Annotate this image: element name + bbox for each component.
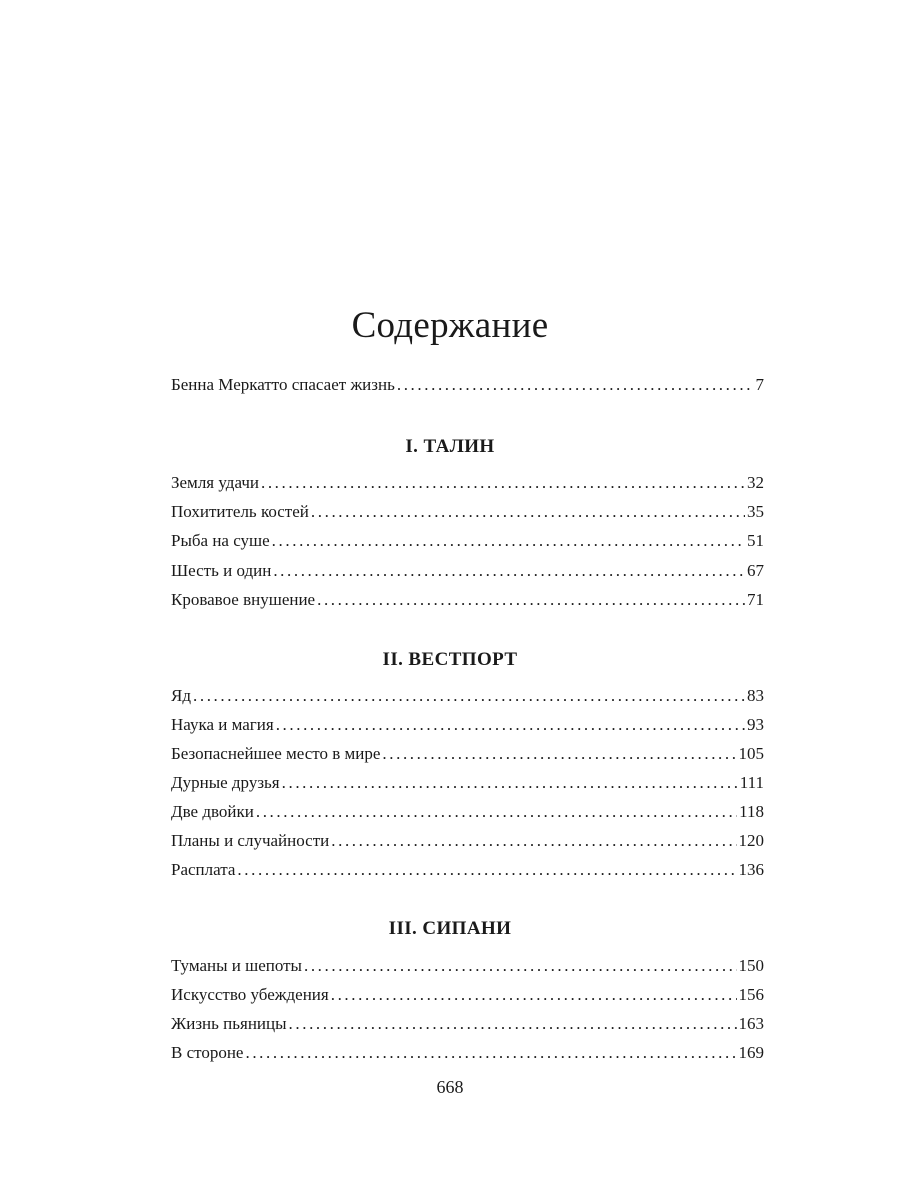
part-heading: II. ВЕСТПОРТ	[382, 649, 518, 670]
toc-entry[interactable]	[171, 984, 764, 1006]
toc-entry[interactable]	[171, 685, 764, 707]
dot-leader	[331, 984, 737, 1006]
dot-leader	[193, 685, 745, 707]
toc-entry-page: 105	[738, 744, 764, 763]
toc-entry[interactable]	[171, 743, 764, 765]
toc-entry-title: Яд	[171, 686, 191, 705]
toc-entry-page: 136	[738, 860, 764, 879]
dot-leader	[282, 772, 738, 794]
dot-leader	[382, 743, 736, 765]
dot-leader	[317, 589, 745, 611]
toc-entry[interactable]	[171, 472, 764, 494]
toc-entry-page: 35	[747, 502, 764, 521]
toc-entry-page: 93	[747, 715, 764, 734]
toc-entry[interactable]	[171, 859, 764, 881]
dot-leader	[272, 530, 745, 552]
toc-entry[interactable]	[171, 801, 764, 823]
toc-entry[interactable]	[171, 772, 764, 794]
part-heading: III. СИПАНИ	[388, 918, 512, 939]
dot-leader	[245, 1042, 736, 1064]
toc-entry-page: 51	[747, 531, 764, 550]
toc-entry-page: 7	[755, 375, 764, 394]
toc-entry[interactable]	[171, 589, 764, 611]
toc-entry-page: 111	[739, 773, 764, 792]
toc-entry-page: 156	[738, 985, 764, 1004]
toc-entry-title: Расплата	[171, 860, 236, 879]
toc-entry-page: 67	[747, 561, 764, 580]
toc-entry-title: Две двойки	[171, 802, 254, 821]
toc-entry-title: Бенна Меркатто спасает жизнь	[171, 375, 395, 394]
toc-entry[interactable]	[171, 955, 764, 977]
toc-entry-title: Рыба на суше	[171, 531, 270, 550]
dot-leader	[256, 801, 737, 823]
dot-leader	[311, 501, 745, 523]
toc-entry-title: Шесть и один	[171, 561, 272, 580]
dot-leader	[331, 830, 736, 852]
toc-entry-title: В стороне	[171, 1043, 244, 1062]
dot-leader	[273, 560, 745, 582]
toc-entry-title: Безопаснейшее место в мире	[171, 744, 381, 763]
toc-entry-page: 169	[738, 1043, 764, 1062]
toc-entry-title: Дурные друзья	[171, 773, 280, 792]
page-title: Содержание	[351, 305, 549, 346]
dot-leader	[289, 1013, 737, 1035]
toc-entry-title: Планы и случайности	[171, 831, 330, 850]
part-heading: I. ТАЛИН	[405, 436, 495, 457]
toc-entry[interactable]	[171, 830, 764, 852]
dot-leader	[237, 859, 736, 881]
toc-entry-title: Туманы и шепоты	[171, 956, 302, 975]
toc-entry[interactable]	[171, 530, 764, 552]
page-number: 668	[436, 1077, 464, 1097]
toc-entry-page: 120	[738, 831, 764, 850]
toc-entry[interactable]	[171, 560, 764, 582]
toc-entry[interactable]	[171, 501, 764, 523]
dot-leader	[397, 374, 754, 396]
toc-entry-page: 71	[747, 590, 764, 609]
toc-entry-page: 118	[739, 802, 764, 821]
toc-entry[interactable]	[171, 714, 764, 736]
toc-entry-prologue[interactable]	[171, 374, 764, 396]
toc-entry-title: Похититель костей	[171, 502, 309, 521]
toc-entry-page: 32	[747, 473, 764, 492]
toc-entry[interactable]	[171, 1042, 764, 1064]
toc-entry-title: Кровавое внушение	[171, 590, 316, 609]
dot-leader	[261, 472, 745, 494]
toc-entry[interactable]	[171, 1013, 764, 1035]
toc-entry-title: Жизнь пьяницы	[171, 1014, 287, 1033]
dot-leader	[276, 714, 745, 736]
toc-entry-page: 150	[738, 956, 764, 975]
toc-entry-page: 83	[747, 686, 764, 705]
toc-entry-title: Наука и магия	[171, 715, 274, 734]
toc-entry-title: Земля удачи	[171, 473, 259, 492]
toc-entry-title: Искусство убеждения	[171, 985, 329, 1004]
dot-leader	[304, 955, 737, 977]
toc-entry-page: 163	[738, 1014, 764, 1033]
